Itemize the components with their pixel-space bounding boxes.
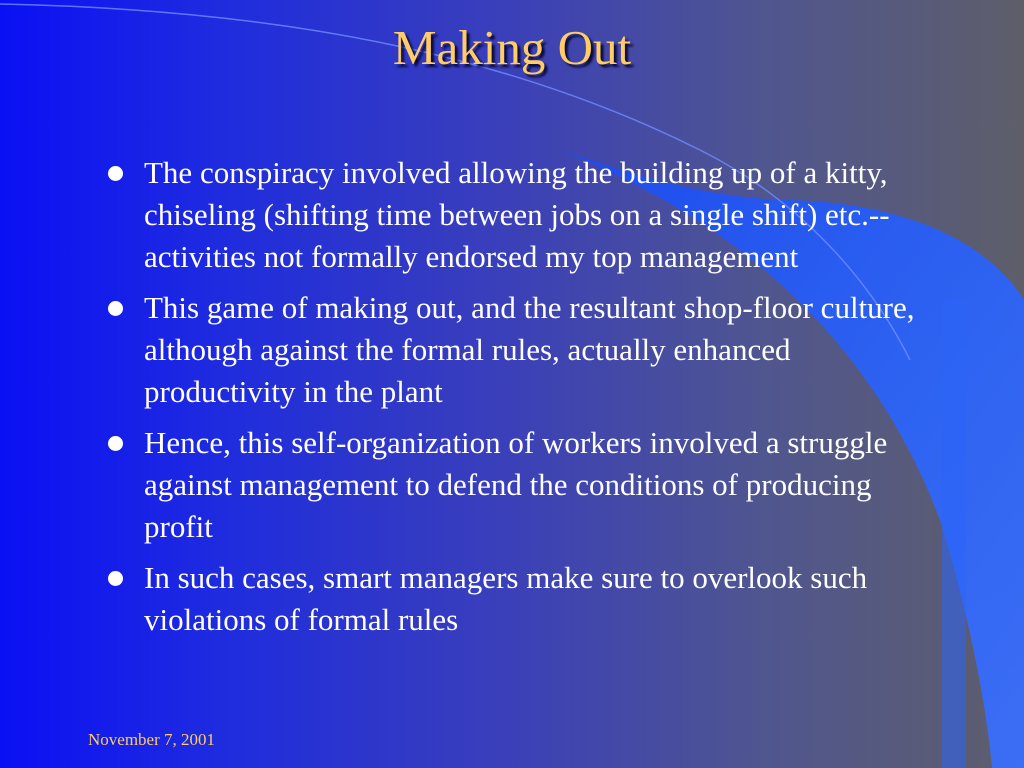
footer-date: November 7, 2001	[88, 730, 216, 749]
bullet-item	[104, 422, 934, 548]
bullet-item	[104, 557, 934, 641]
bullet-list	[104, 152, 934, 650]
slide-title: Making Out	[392, 20, 632, 75]
bullet-dot-icon	[108, 436, 123, 451]
bullet-text: This game of making out, and the resultant shop-floor culture, although against the formal rules, actually enhanced productivity in the plant	[144, 290, 915, 409]
bullet-text: The conspiracy involved allowing the building up of a kitty, chiseling (shifting time between jobs on a single shift) etc.--activities not formally endorsed my top management	[144, 155, 890, 274]
right-edge-strip	[942, 300, 966, 768]
bullet-dot-icon	[108, 166, 123, 181]
bullet-text: Hence, this self-organization of workers involved a struggle against management to defend the conditions of producing profit	[144, 425, 888, 544]
bullet-text: In such cases, smart managers make sure to overlook such violations of formal rules	[144, 560, 868, 637]
bullet-dot-icon	[108, 571, 123, 586]
bullet-item	[104, 287, 934, 413]
bullet-item	[104, 152, 934, 278]
bullet-dot-icon	[108, 301, 123, 316]
